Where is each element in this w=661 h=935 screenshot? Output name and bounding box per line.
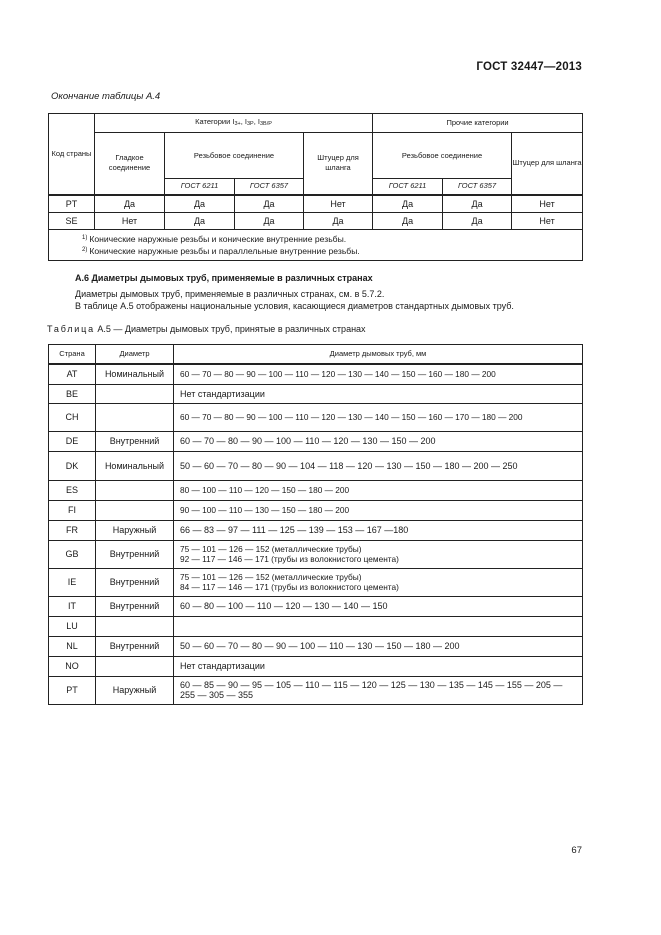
threaded2-header: Резьбовое соединение <box>373 133 512 179</box>
group1-header: Категории $I_{3+}$, $I_{3P}$, $I_{3B/P}$ <box>95 114 373 133</box>
col-code-header: Код страны <box>49 114 95 195</box>
col-diameter-header: Диаметр <box>96 345 174 365</box>
table-row: CH 60 — 70 — 80 — 90 — 100 — 110 — 120 — 130 — 140 — 150 — 160 — 170 — 180 — 200 <box>49 403 583 431</box>
table-row: DE Внутренний 60 — 70 — 80 — 90 — 100 — 110 — 120 — 130 — 150 — 200 <box>49 431 583 451</box>
gost-6211-header: ГОСТ 6211 <box>373 179 443 195</box>
table-row: SE Нет Да Да Да Да Да Нет <box>49 212 583 229</box>
note-2: $^{2)}$ Конические наружные резьбы и параллельные внутренние резьбы. <box>82 245 360 256</box>
gost-6357-header: ГОСТ 6357 <box>443 179 512 195</box>
note-1: $^{1)}$ Конические наружные резьбы и конические внутренние резьбы. <box>82 233 347 244</box>
table-a5 <box>48 344 583 705</box>
col-values-header: Диаметр дымовых труб, мм <box>174 345 583 365</box>
nozzle2-header: Штуцер для шланга <box>512 133 583 195</box>
col-country-header: Страна <box>49 345 96 365</box>
table-row: AT Номинальный 60 — 70 — 80 — 90 — 100 — 110 — 120 — 130 — 140 — 150 — 160 — 180 — 200 <box>49 364 583 384</box>
table-a4 <box>48 113 583 261</box>
section-heading: А.6 Диаметры дымовых труб, применяемые в различных странах <box>75 273 373 283</box>
group2-header: Прочие категории <box>373 114 583 133</box>
table-row: FR Наружный 66 — 83 — 97 — 111 — 125 — 139 — 153 — 167 —180 <box>49 520 583 540</box>
table-row: LU <box>49 616 583 636</box>
table-row: GB Внутренний 75 — 101 — 126 — 152 (металлические трубы) 92 — 117 — 146 — 171 (трубы из волокнистого цемента) <box>49 540 583 568</box>
gost-6211-header: ГОСТ 6211 <box>165 179 235 195</box>
table-a5-caption: Таблица А.5 — Диаметры дымовых труб, принятые в различных странах <box>47 324 366 334</box>
table-row: PT Да Да Да Нет Да Да Нет <box>49 195 583 213</box>
table-row: ES 80 — 100 — 110 — 120 — 150 — 180 — 200 <box>49 480 583 500</box>
nozzle-header: Штуцер для шланга <box>304 133 373 195</box>
table-notes <box>49 229 583 260</box>
table-row: BE Нет стандартизации <box>49 384 583 403</box>
page-number: 67 <box>571 845 582 856</box>
table-row: IE Внутренний 75 — 101 — 126 — 152 (металлические трубы) 84 — 117 — 146 — 171 (трубы из волокнистого цемента) <box>49 568 583 596</box>
threaded-header: Резьбовое соединение <box>165 133 304 179</box>
table-a4-caption: Окончание таблицы А.4 <box>51 91 161 102</box>
paragraph: В таблице А.5 отображены национальные условия, касающиеся диаметров стандартных дымовых труб. <box>75 301 514 311</box>
table-row: NL Внутренний 50 — 60 — 70 — 80 — 90 — 100 — 110 — 130 — 150 — 180 — 200 <box>49 636 583 656</box>
table-row: FI 90 — 100 — 110 — 130 — 150 — 180 — 200 <box>49 500 583 520</box>
table-row: NO Нет стандартизации <box>49 656 583 676</box>
table-row: DK Номинальный 50 — 60 — 70 — 80 — 90 — 104 — 118 — 120 — 130 — 150 — 180 — 200 — 250 <box>49 451 583 480</box>
table-row: PT Наружный 60 — 85 — 90 — 95 — 105 — 110 — 115 — 120 — 125 — 130 — 135 — 145 — 155 — 205 — 255 — 305 — 355 <box>49 676 583 704</box>
document-title: ГОСТ 32447—2013 <box>476 61 582 73</box>
gost-6357-header: ГОСТ 6357 <box>235 179 304 195</box>
table-row: IT Внутренний 60 — 80 — 100 — 110 — 120 — 130 — 140 — 150 <box>49 596 583 616</box>
smooth-header: Гладкое соединение <box>95 133 165 195</box>
paragraph: Диаметры дымовых труб, применяемые в различных странах, см. в 5.7.2. <box>75 289 385 299</box>
